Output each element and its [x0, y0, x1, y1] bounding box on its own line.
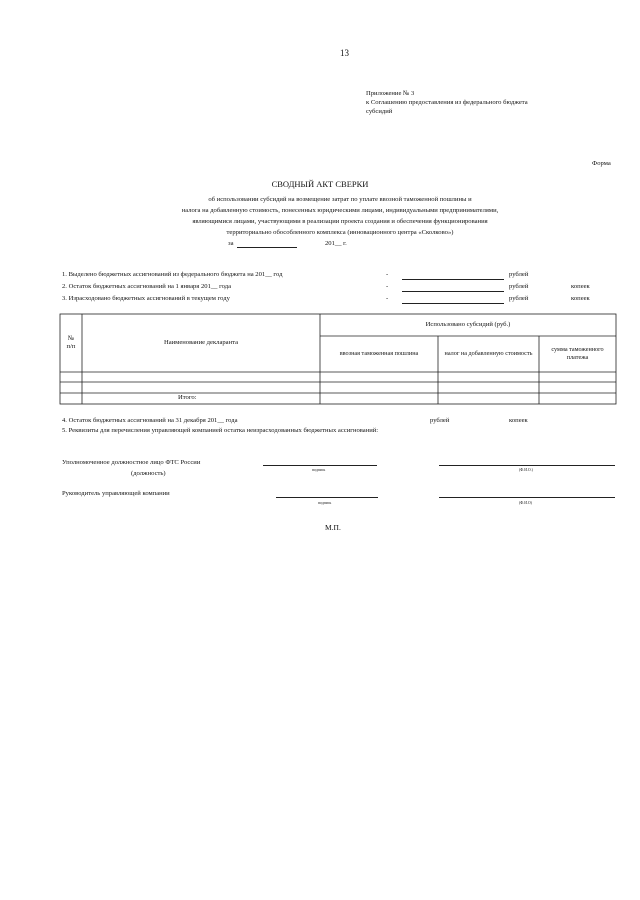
item-3-dash: -	[386, 295, 389, 302]
column-header-number: № п/п	[66, 334, 76, 350]
subtitle-line-2: налога на добавленную стоимость, понесенных юридическими лицами, индивидуальными предпринимателями,	[181, 207, 499, 214]
head-label: Руководитель управляющей компании	[62, 490, 170, 497]
column-header-customs-payment: сумма таможенного платежа	[551, 346, 604, 361]
table-total-label: Итого:	[178, 394, 197, 401]
fts-official-label: Уполномоченное должностное лицо ФТС России	[62, 459, 201, 466]
position-label: (должность)	[131, 470, 166, 477]
fts-fio-caption: (Ф.И.О.)	[519, 468, 533, 472]
appendix-line-1: Приложение № 3	[366, 90, 415, 97]
head-fio-blank[interactable]	[439, 497, 615, 498]
item-2-rub: рублей	[509, 283, 529, 290]
item-4-kop: копеек	[509, 417, 528, 424]
item-3-kop: копеек	[571, 295, 590, 302]
head-fio-caption: (Ф.И.О)	[519, 501, 532, 505]
item-1-dash: -	[386, 271, 389, 278]
item-2-dash: -	[386, 283, 389, 290]
document-title: СВОДНЫЙ АКТ СВЕРКИ	[271, 179, 369, 189]
column-header-vat: налог на добавленную стоимость	[444, 350, 533, 358]
item-3-label: 3. Израсходовано бюджетных ассигнований в текущем году	[62, 295, 230, 302]
item-1-rub: рублей	[509, 271, 529, 278]
appendix-line-3: субсидий	[366, 108, 393, 115]
head-signature-blank[interactable]	[276, 497, 378, 498]
appendix-line-2: к Соглашению предоставления из федерального бюджета	[366, 99, 528, 106]
fts-fio-blank[interactable]	[439, 465, 615, 466]
item-2-label: 2. Остаток бюджетных ассигнований на 1 января 201__ года	[62, 283, 232, 290]
page-number: 13	[340, 48, 349, 58]
column-header-import-duty: ввозная таможенная пошлина	[339, 350, 419, 358]
item-4-label: 4. Остаток бюджетных ассигнований на 31 декабря 201__ года	[62, 417, 238, 424]
fts-signature-blank[interactable]	[263, 465, 377, 466]
stamp-label: М.П.	[325, 523, 341, 532]
period-prefix: за	[228, 240, 234, 247]
column-group-header-subsidies: Использовано субсидий (руб.)	[425, 320, 511, 328]
fts-signature-caption: подпись	[312, 468, 326, 472]
item-3-rub: рублей	[509, 295, 529, 302]
item-5-label: 5. Реквизиты для перечисления управляющей компанией остатка неизрасходованных бюджетных ассигнований:	[62, 427, 379, 434]
head-signature-caption: подпись	[318, 501, 332, 505]
subtitle-line-3: являющимися лицами, участвующими в реализации проекта создания и обеспечения функционирования	[192, 218, 488, 225]
period-year: 201__ г.	[325, 240, 347, 247]
item-2-kop: копеек	[571, 283, 590, 290]
item-4-rub: рублей	[430, 417, 450, 424]
form-label: Форма	[592, 160, 611, 167]
column-header-declarant: Наименование декларанта	[163, 338, 239, 346]
item-1-label: 1. Выделено бюджетных ассигнований из федерального бюджета на 201__ год	[62, 271, 283, 278]
subtitle-line-1: об использовании субсидий на возмещение затрат по уплате ввозной таможенной пошлины и	[208, 196, 472, 203]
subtitle-line-4: территориально обособленного комплекса (инновационного центра «Сколково»)	[226, 229, 454, 236]
